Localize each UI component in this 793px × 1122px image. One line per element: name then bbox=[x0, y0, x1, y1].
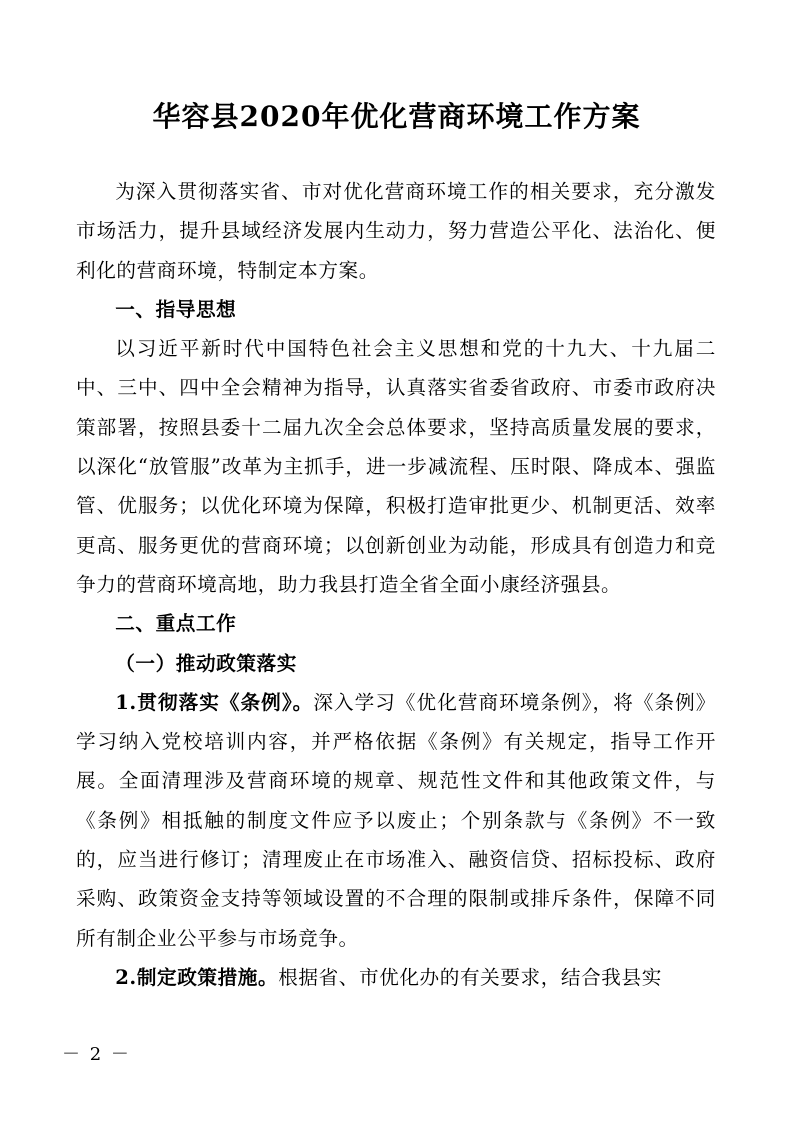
section-heading-guiding-ideology: 一、指导思想 bbox=[115, 297, 237, 321]
subsection-heading-policy: （一）推动政策落实 bbox=[115, 651, 297, 675]
intro-paragraph: 为深入贯彻落实省、市对优化营商环境工作的相关要求，充分激发市场活力，提升县域经济发展内生动力，努力营造公平化、法治化、便利化的营商环境，特制定本方案。 bbox=[76, 180, 716, 282]
guiding-ideology-paragraph: 以习近平新时代中国特色社会主义思想和党的十九大、十九届二中、三中、四中全会精神为指导，认真落实省委省政府、市委市政府决策部署，按照县委十二届九次全会总体要求，坚持高质量发展的要求，以深化“放管服”改革为主抓手，进一步减流程、压时限、降成本、强监管、优服务；以优化环境为保障，积极打造审批更少、机制更活、效率更高、服务更优的营商环境；以创新创业为动能，形成具有创造力和竞争力的营商环境高地，助力我县打造全省全面小康经济强县。 bbox=[76, 337, 716, 596]
item-2-lead: 2.制定政策措施。 bbox=[115, 965, 279, 989]
page-title: 华容县2020年优化营商环境工作方案 bbox=[152, 100, 641, 133]
item-1-lead: 1.贯彻落实《条例》。 bbox=[115, 690, 314, 714]
item-1-paragraph bbox=[76, 683, 716, 958]
item-2-paragraph bbox=[76, 958, 716, 997]
document-body bbox=[76, 172, 716, 997]
item-1-body: 深入学习《优化营商环境条例》，将《条例》学习纳入党校培训内容，并严格依据《条例》有关规定，指导工作开展。全面清理涉及营商环境的规章、规范性文件和其他政策文件，与《条例》相抵触的制度文件应予以废止；个别条款与《条例》不一致的，应当进行修订；清理废止在市场准入、融资信贷、招标投标、政府采购、政策资金支持等领域设置的不合理的限制或排斥条件，保障不同所有制企业公平参与市场竞争。 bbox=[76, 690, 716, 950]
item-2-body: 根据省、市优化办的有关要求，结合我县实 bbox=[278, 965, 662, 989]
section-heading-key-work: 二、重点工作 bbox=[115, 612, 237, 636]
page-number: － 2 － bbox=[62, 1044, 131, 1065]
